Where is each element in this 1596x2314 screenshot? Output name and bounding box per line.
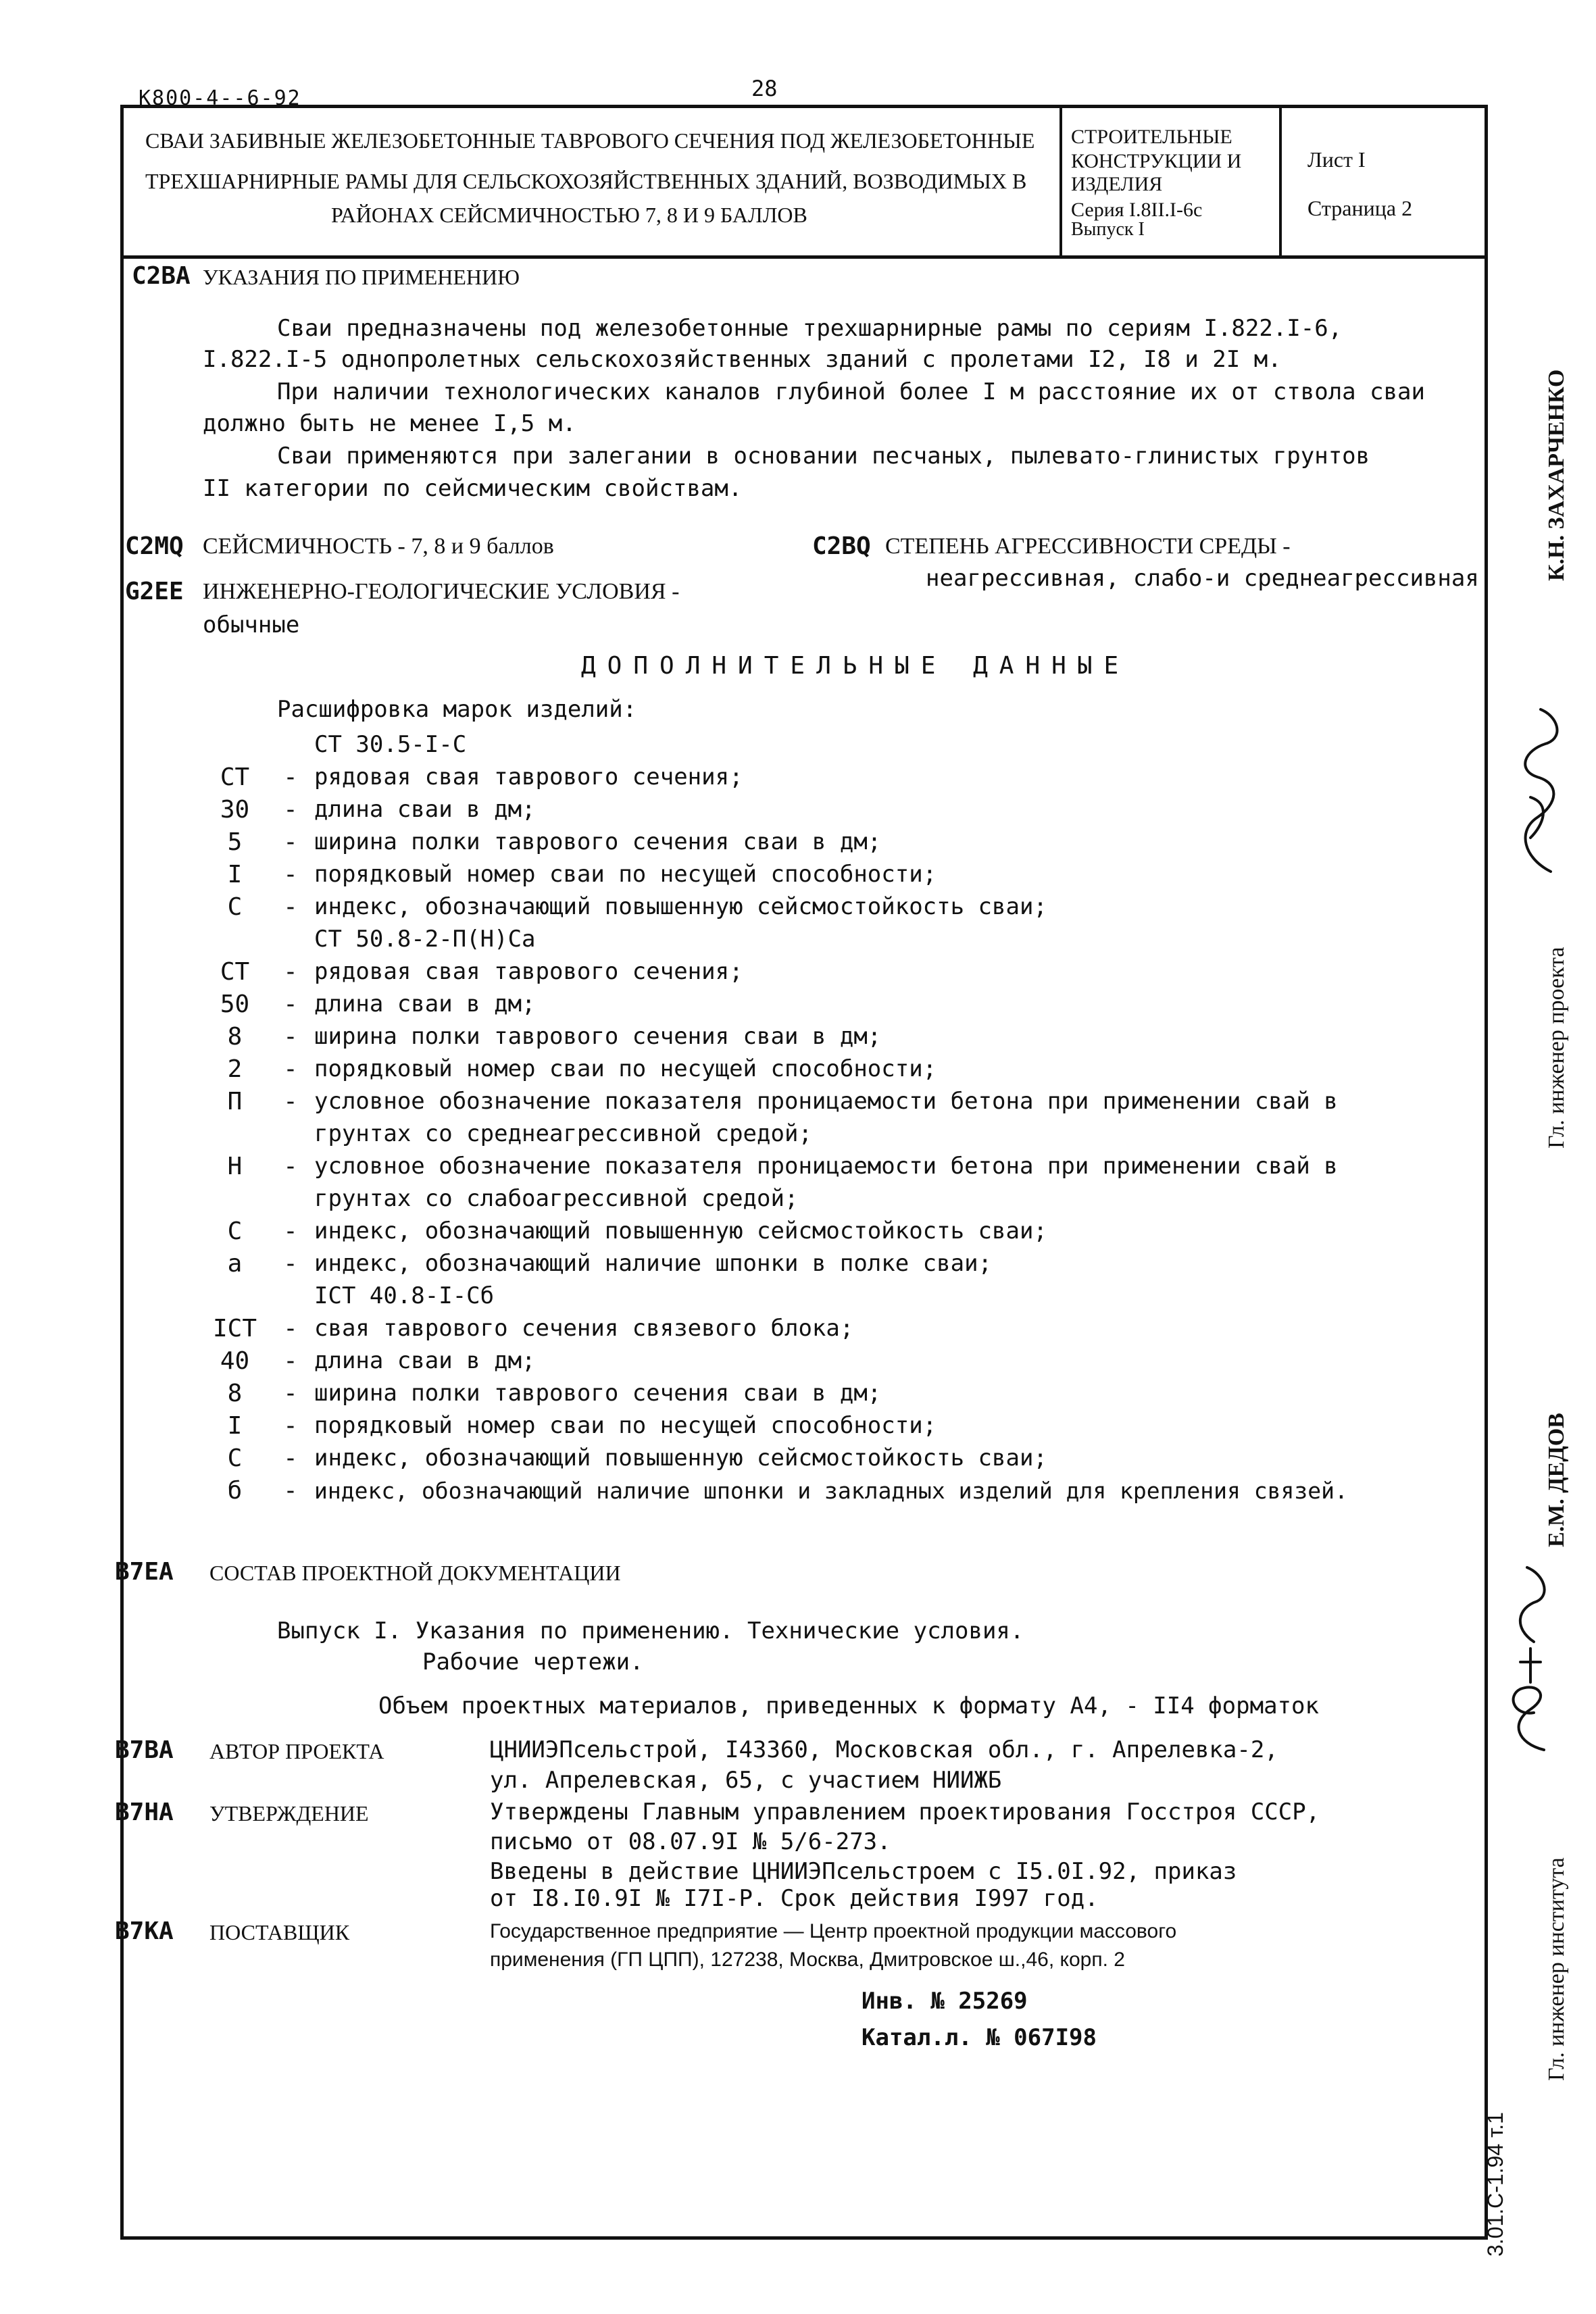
usage-heading: УКАЗАНИЯ ПО ПРИМЕНЕНИЮ [203, 265, 520, 289]
legend-row [203, 1247, 992, 1280]
legend-text: порядковый номер сваи по несущей способности; [314, 1055, 937, 1082]
legend-row [203, 826, 881, 858]
aggressive-code: C2BQ [812, 532, 871, 560]
page-number: 28 [751, 76, 778, 101]
legend-dash: - [283, 860, 298, 888]
category-line-3: ИЗДЕЛИЯ [1071, 173, 1163, 195]
legend-row [203, 1409, 937, 1442]
legend-row [203, 1053, 937, 1085]
legend-dash: - [283, 828, 298, 856]
legend-text: индекс, обозначающий повышенную сейсмостойкость сваи; [314, 1444, 1047, 1472]
issue-label: Выпуск I [1071, 219, 1145, 240]
legend-text: индекс, обозначающий наличие шпонки и закладных изделий для крепления связей. [314, 1477, 1348, 1504]
composition-line-2: Рабочие чертежи. [422, 1649, 644, 1676]
usage-line-6: II категории по сейсмическим свойствам. [203, 475, 743, 502]
legend-dash: - [283, 1022, 298, 1051]
seismic-text: СЕЙСМИЧНОСТЬ - 7, 8 и 9 баллов [203, 534, 554, 559]
category-line-1: СТРОИТЕЛЬНЫЕ [1071, 126, 1232, 148]
usage-line-1: Сваи предназначены под железобетонные трехшарнирные рамы по сериям I.822.I-6, [277, 315, 1343, 342]
legend-code: С [227, 1444, 243, 1472]
legend-dash: - [283, 1055, 298, 1083]
legend-text: длина сваи в дм; [314, 796, 536, 823]
legend-row [203, 1215, 1047, 1247]
legend-row [203, 1150, 1338, 1182]
legend-row [203, 1377, 881, 1409]
legend-row [203, 1474, 1348, 1507]
aggressive-value: неагрессивная, слабо-и среднеагрессивная [926, 565, 1479, 592]
supplier-code: B7KA [115, 1917, 174, 1945]
composition-line-1: Выпуск I. Указания по применению. Технические условия. [277, 1617, 1024, 1644]
title-divider-1 [1059, 105, 1062, 259]
approval-line-2: письмо от 08.07.9I № 5/6-273. [490, 1828, 891, 1855]
series-label: Серия I.8II.I-6с [1071, 199, 1203, 221]
supplier-line-2: применения (ГП ЦПП), 127238, Москва, Дмитровское ш.,46, корп. 2 [490, 1948, 1125, 1971]
institute-role: Гл. инженер института [1544, 1857, 1569, 2081]
geology-value: обычные [203, 611, 300, 638]
legend-code: 8 [227, 1022, 243, 1051]
sheet-label: Лист I [1307, 147, 1366, 172]
legend-code: 2 [227, 1055, 243, 1083]
legend-row [203, 1020, 881, 1053]
legend-row [203, 793, 536, 826]
legend-mark-2: СТ 50.8-2-П(Н)Са [314, 926, 536, 953]
legend-dash: - [283, 1087, 298, 1115]
legend-dash: - [283, 795, 298, 824]
legend-text: ширина полки таврового сечения сваи в дм; [314, 828, 882, 855]
legend-row [203, 1442, 1047, 1474]
legend-row [203, 1117, 812, 1150]
legend-text: ширина полки таврового сечения сваи в дм; [314, 1023, 882, 1050]
usage-line-2: I.822.I-5 однопролетных сельскохозяйственных зданий с пролетами I2, I8 и 2I м. [203, 346, 1282, 373]
legend-row [203, 1344, 536, 1377]
title-line-1: СВАИ ЗАБИВНЫЕ ЖЕЛЕЗОБЕТОННЫЕ ТАВРОВОГО СЕЧЕНИЯ ПОД ЖЕЛЕЗОБЕТОННЫЕ [145, 128, 1035, 153]
geology-label: ИНЖЕНЕРНО-ГЕОЛОГИЧЕСКИЕ УСЛОВИЯ - [203, 579, 680, 604]
legend-dash: - [283, 1476, 298, 1505]
additional-heading: ДОПОЛНИТЕЛЬНЫЕ ДАННЫЕ [581, 652, 1130, 680]
author-code: B7BA [115, 1736, 174, 1764]
legend-text: порядковый номер сваи по несущей способности; [314, 1412, 937, 1439]
legend-code: б [227, 1476, 243, 1505]
legend-mark-3: IСТ 40.8-I-Сб [314, 1282, 495, 1309]
approval-line-1: Утверждены Главным управлением проектирования Госстроя СССР, [490, 1799, 1320, 1826]
archive-stamp: 3.01.С-1.94 т.1 [1483, 2112, 1507, 2257]
supplier-label: ПОСТАВЩИК [209, 1920, 350, 1944]
legend-intro: Расшифровка марок изделий: [277, 696, 637, 723]
author-label: АВТОР ПРОЕКТА [209, 1739, 384, 1763]
legend-code: С [227, 892, 243, 921]
legend-dash: - [283, 763, 298, 791]
legend-dash: - [283, 1314, 298, 1342]
title-divider-2 [1279, 105, 1282, 259]
legend-text: рядовая свая таврового сечения; [314, 763, 743, 790]
legend-text: длина сваи в дм; [314, 990, 536, 1017]
inventory-number: Инв. № 25269 [862, 1988, 1028, 2015]
legend-code: Н [227, 1152, 243, 1180]
legend-text: индекс, обозначающий наличие шпонки в полке сваи; [314, 1250, 993, 1277]
legend-dash: - [283, 892, 298, 921]
approval-line-3: Введены в действие ЦНИИЭПсельстроем с I5.0I.92, приказ [490, 1858, 1237, 1885]
approval-label: УТВЕРЖДЕНИЕ [209, 1801, 369, 1826]
legend-dash: - [283, 1444, 298, 1472]
usage-line-4: должно быть не менее I,5 м. [203, 410, 576, 437]
composition-code: B7EA [115, 1558, 174, 1586]
legend-text: грунтах со среднеагрессивной средой; [314, 1120, 812, 1147]
document-code: К800-4--6-92 [139, 86, 301, 110]
engineer-signature [1510, 703, 1571, 878]
legend-text: грунтах со слабоагрессивной средой; [314, 1185, 799, 1212]
legend-text: условное обозначение показателя проницаемости бетона при применении свай в [314, 1088, 1338, 1115]
title-line-3: РАЙОНАХ СЕЙСМИЧНОСТЬЮ 7, 8 И 9 БАЛЛОВ [331, 203, 807, 227]
legend-code: 30 [220, 795, 250, 824]
geology-code: G2EE [125, 578, 184, 605]
legend-code: 8 [227, 1379, 243, 1407]
legend-row [203, 858, 937, 890]
catalog-number: Катал.л. № 067I98 [862, 2024, 1097, 2051]
legend-code: П [227, 1087, 243, 1115]
legend-dash: - [283, 957, 298, 986]
usage-code: C2BA [132, 262, 191, 290]
aggressive-label: СТЕПЕНЬ АГРЕССИВНОСТИ СРЕДЫ - [885, 534, 1291, 559]
legend-text: свая таврового сечения связевого блока; [314, 1315, 854, 1342]
title-line-2: ТРЕХШАРНИРНЫЕ РАМЫ ДЛЯ СЕЛЬСКОХОЗЯЙСТВЕННЫХ ЗДАНИЙ, ВОЗВОДИМЫХ В [145, 169, 1027, 193]
legend-row [203, 988, 536, 1020]
legend-dash: - [283, 990, 298, 1018]
engineer-name: К.Н. ЗАХАРЧЕНКО [1544, 369, 1569, 581]
legend-text: порядковый номер сваи по несущей способности; [314, 861, 937, 888]
legend-row [203, 955, 743, 988]
page-label: Страница 2 [1307, 196, 1413, 220]
engineer-role: Гл. инженер проекта [1544, 947, 1569, 1149]
usage-line-5: Сваи применяются при залегании в основании песчаных, пылевато-глинистых грунтов [277, 443, 1370, 470]
approval-code: B7HA [115, 1799, 174, 1826]
institute-signature [1497, 1561, 1564, 1757]
legend-code: 40 [220, 1347, 250, 1375]
author-line-2: ул. Апрелевская, 65, с участием НИИЖБ [490, 1767, 1002, 1794]
legend-mark-1: СТ 30.5-I-С [314, 731, 467, 758]
legend-code: IСТ [212, 1314, 257, 1342]
legend-code: I [227, 1411, 243, 1440]
legend-dash: - [283, 1347, 298, 1375]
supplier-line-1: Государственное предприятие — Центр проектной продукции массового [490, 1920, 1177, 1942]
legend-dash: - [283, 1379, 298, 1407]
seismic-code: C2MQ [125, 532, 184, 560]
approval-line-4: от I8.I0.9I № I7I-Р. Срок действия I997 год. [490, 1885, 1099, 1912]
legend-row [203, 1085, 1338, 1117]
legend-code: СТ [220, 763, 250, 791]
category-line-2: КОНСТРУКЦИИ И [1071, 150, 1242, 172]
legend-code: 50 [220, 990, 250, 1018]
legend-code: а [227, 1249, 243, 1278]
legend-text: условное обозначение показателя проницаемости бетона при применении свай в [314, 1153, 1338, 1180]
legend-code: СТ [220, 957, 250, 986]
usage-line-3: При наличии технологических каналов глубиной более I м расстояние их от ствола сваи [277, 378, 1425, 405]
legend-text: рядовая свая таврового сечения; [314, 958, 743, 985]
legend-dash: - [283, 1411, 298, 1440]
legend-code: С [227, 1217, 243, 1245]
legend-dash: - [283, 1152, 298, 1180]
author-line-1: ЦНИИЭПсельстрой, I43360, Московская обл., г. Апрелевка-2, [490, 1736, 1278, 1763]
legend-text: длина сваи в дм; [314, 1347, 536, 1374]
legend-dash: - [283, 1217, 298, 1245]
institute-name: Е.М. ДЕДОВ [1544, 1413, 1569, 1547]
composition-line-3: Объем проектных материалов, приведенных к формату А4, - II4 форматок [378, 1692, 1319, 1719]
legend-row [203, 890, 1047, 923]
legend-dash: - [283, 1249, 298, 1278]
composition-heading: СОСТАВ ПРОЕКТНОЙ ДОКУМЕНТАЦИИ [209, 1561, 621, 1585]
legend-text: индекс, обозначающий повышенную сейсмостойкость сваи; [314, 893, 1047, 920]
legend-row [203, 1312, 853, 1344]
legend-code: I [227, 860, 243, 888]
legend-text: индекс, обозначающий повышенную сейсмостойкость сваи; [314, 1217, 1047, 1244]
legend-code: 5 [227, 828, 243, 856]
legend-text: ширина полки таврового сечения сваи в дм; [314, 1380, 882, 1407]
legend-row [203, 761, 743, 793]
legend-row [203, 1182, 798, 1215]
